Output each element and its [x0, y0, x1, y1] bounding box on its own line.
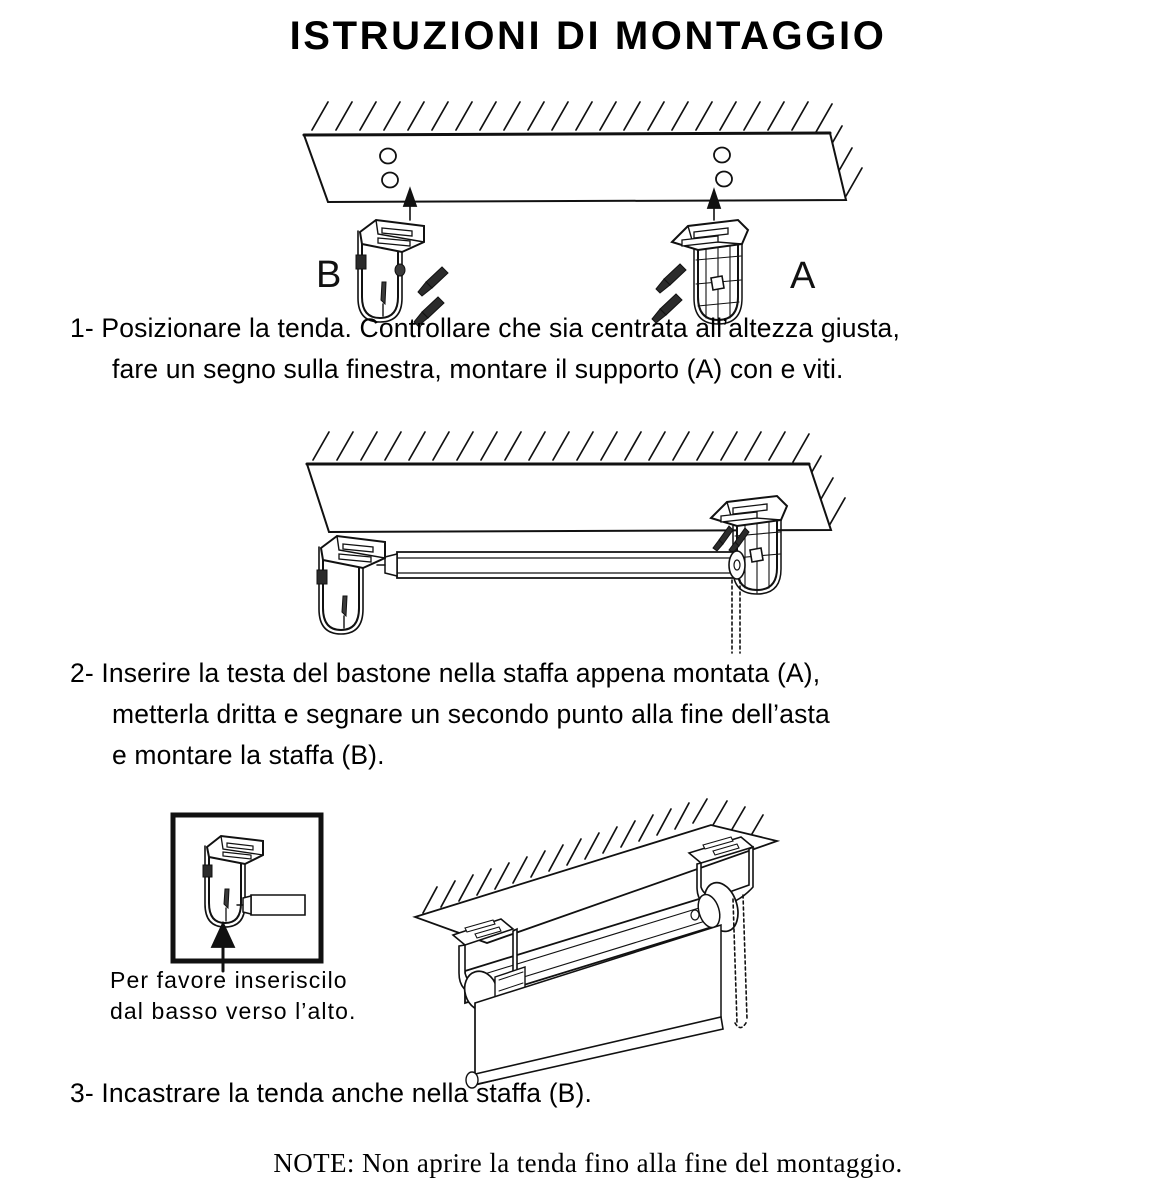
- inset-caption-line-2: dal basso verso l’alto.: [110, 998, 357, 1024]
- inset-caption: [110, 965, 356, 1027]
- inset-detail-box: [173, 815, 321, 971]
- step-3-line-1: 3- Incastrare la tenda anche nella staffa (B).: [70, 1078, 592, 1108]
- inset-caption-line-1: Per favore inseriscilo: [110, 967, 348, 993]
- step-2-line-1: 2- Inserire la testa del bastone nella staffa appena montata (A),: [70, 658, 821, 688]
- page-title: ISTRUZIONI DI MONTAGGIO: [289, 14, 887, 58]
- bead-chain: [732, 580, 740, 653]
- ceiling-slab: [304, 133, 846, 202]
- step-2-text: [70, 653, 830, 776]
- step-2-line-2: metterla dritta e segnare un secondo punto alla fine dell’asta: [112, 699, 830, 729]
- step-2-line-3: e montare la staffa (B).: [112, 740, 385, 770]
- bracket-b-loose: [317, 536, 385, 634]
- figure-3-installed-blind: [165, 795, 865, 1085]
- roller-tube: [377, 551, 745, 579]
- step-1-line-1: 1- Posizionare la tenda. Controllare che sia centrata all’altezza giusta,: [70, 313, 900, 343]
- bracket-label-b: B: [316, 254, 342, 296]
- step-3-text: [70, 1073, 592, 1114]
- figure-1-ceiling-with-brackets: [290, 92, 870, 312]
- figure-2-tube-into-bracket: [285, 418, 865, 653]
- step-1-line-2: fare un segno sulla finestra, montare il supporto (A) con e viti.: [112, 354, 844, 384]
- footer-note: NOTE: Non aprire la tenda fino alla fine del montaggio.: [273, 1148, 903, 1178]
- bracket-label-a: A: [790, 255, 816, 297]
- inset-tube-end: [237, 895, 305, 915]
- step-1-text: [70, 308, 900, 390]
- bracket-b-illustration: [356, 220, 424, 322]
